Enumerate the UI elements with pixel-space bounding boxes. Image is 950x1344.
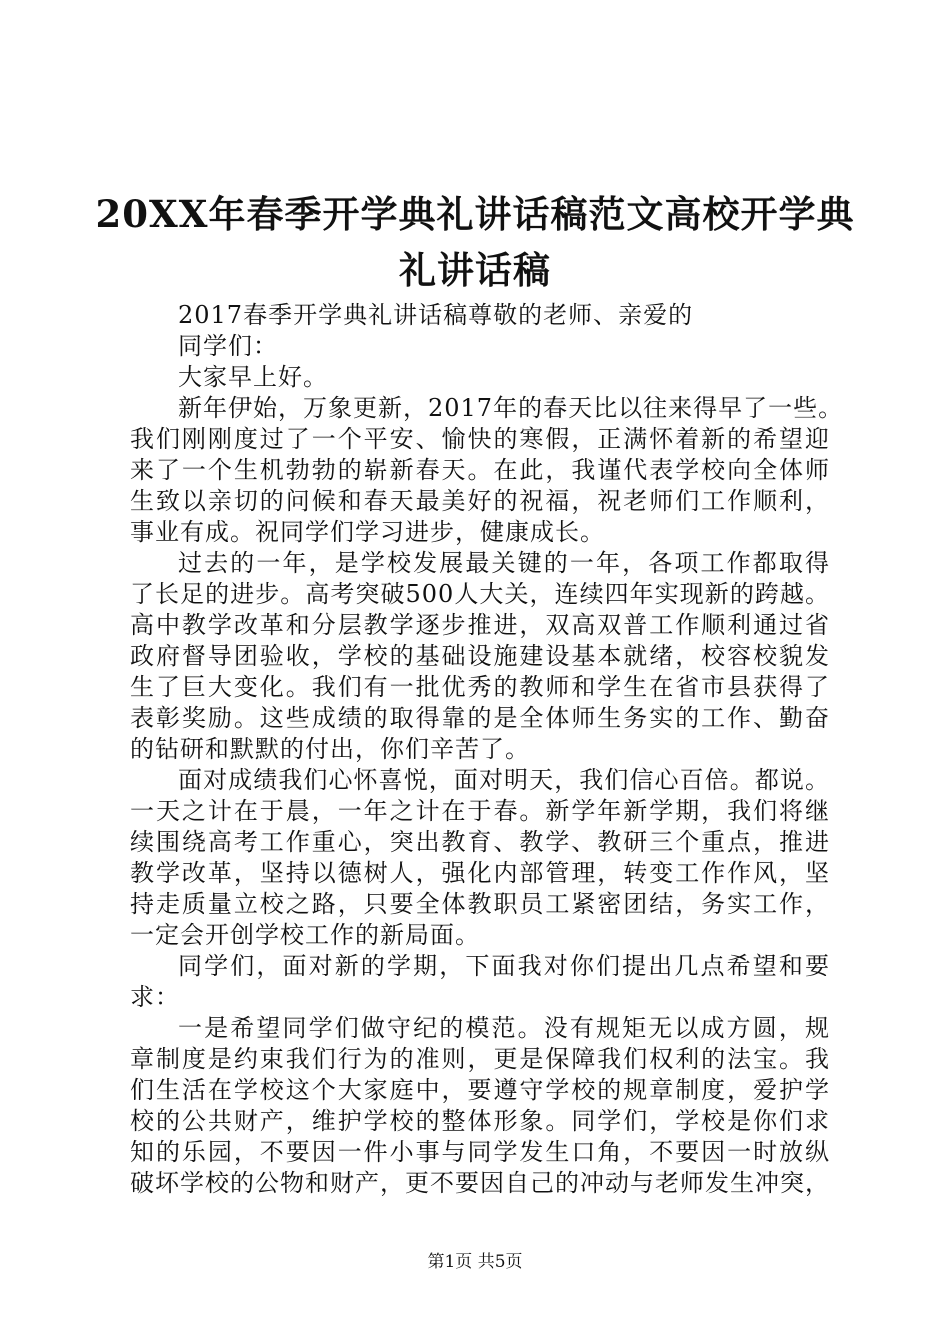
body-line: 来了一个生机勃勃的崭新春天。在此，我谨代表学校向全体师 [130, 456, 830, 484]
document-body [130, 300, 844, 1199]
body-line: 政府督导团验收，学校的基础设施建设基本就绪，校容校貌发 [130, 642, 830, 670]
body-line: 校的公共财产，维护学校的整体形象。同学们，学校是你们求 [130, 1107, 830, 1135]
body-line: 过去的一年，是学校发展最关键的一年，各项工作都取得 [178, 549, 830, 577]
body-line: 表彰奖励。这些成绩的取得靠的是全体师生务实的工作、勤奋 [130, 704, 830, 732]
body-line: 们生活在学校这个大家庭中，要遵守学校的规章制度，爱护学 [130, 1076, 830, 1104]
body-line: 一定会开创学校工作的新局面。 [130, 921, 480, 949]
body-line: 一天之计在于晨，一年之计在于春。新学年新学期，我们将继 [130, 797, 830, 825]
body-line: 2017春季开学典礼讲话稿尊敬的老师、亲爱的 [178, 301, 694, 329]
body-line: 续围绕高考工作重心，突出教育、教学、教研三个重点，推进 [130, 828, 830, 856]
body-line: 教学改革，坚持以德树人，强化内部管理，转变工作作风，坚 [130, 859, 830, 887]
body-line: 生了巨大变化。我们有一批优秀的教师和学生在省市县获得了 [130, 673, 830, 701]
body-line: 面对成绩我们心怀喜悦，面对明天，我们信心百倍。都说。 [178, 766, 830, 794]
document-title-line-1: 20XX年春季开学典礼讲话稿范文高校开学典 [95, 192, 855, 236]
body-line: 同学们： [178, 332, 278, 360]
body-line: 生致以亲切的问候和春天最美好的祝福，祝老师们工作顺利， [130, 487, 830, 515]
body-line: 了长足的进步。高考突破500人大关，连续四年实现新的跨越。 [130, 580, 830, 608]
page-number-footer: 第1页 共5页 [427, 1252, 523, 1272]
body-line: 的钻研和默默的付出，你们辛苦了。 [130, 735, 530, 763]
body-line: 求： [130, 983, 180, 1011]
body-line: 知的乐园，不要因一件小事与同学发生口角，不要因一时放纵 [130, 1138, 830, 1166]
body-line: 新年伊始，万象更新，2017年的春天比以往来得早了一些。 [178, 394, 844, 422]
body-line: 高中教学改革和分层教学逐步推进，双高双普工作顺利通过省 [130, 611, 830, 639]
body-line: 事业有成。祝同学们学习进步，健康成长。 [130, 518, 605, 546]
body-line: 我们刚刚度过了一个平安、愉快的寒假，正满怀着新的希望迎 [130, 425, 830, 453]
body-line: 破坏学校的公物和财产，更不要因自己的冲动与老师发生冲突， [130, 1169, 830, 1197]
body-line: 同学们，面对新的学期，下面我对你们提出几点希望和要 [178, 952, 830, 980]
body-line: 大家早上好。 [178, 363, 328, 391]
body-line: 一是希望同学们做守纪的模范。没有规矩无以成方圆，规 [178, 1014, 830, 1042]
body-line: 章制度是约束我们行为的准则，更是保障我们权利的法宝。我 [130, 1045, 830, 1073]
body-line: 持走质量立校之路，只要全体教职员工紧密团结，务实工作， [130, 890, 830, 918]
document-title-line-2: 礼讲话稿 [399, 248, 551, 292]
